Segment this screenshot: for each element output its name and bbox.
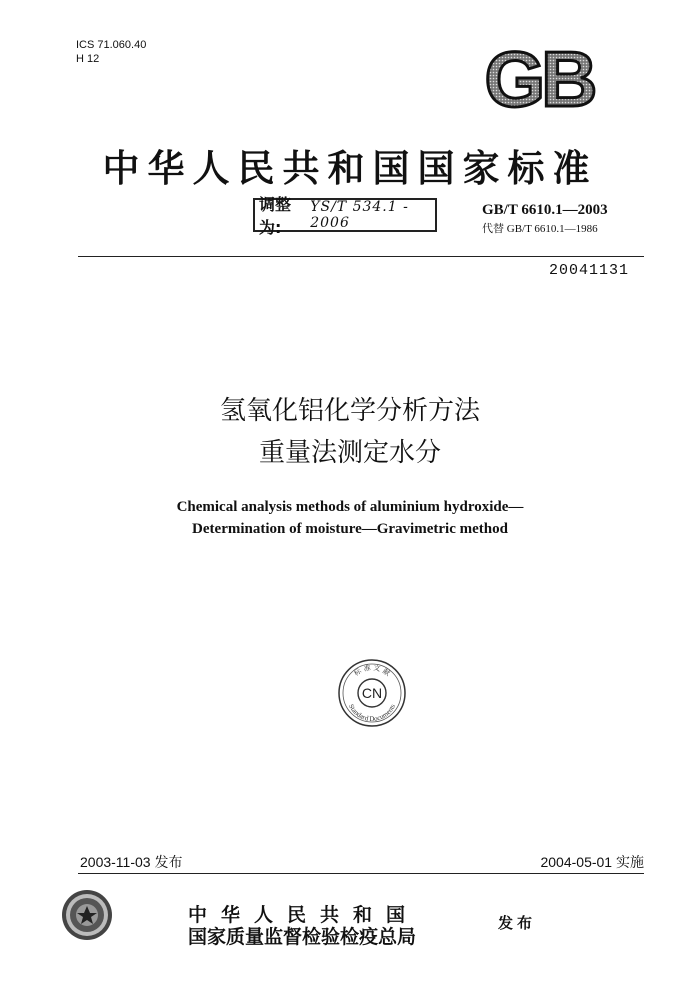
implementation-date: 2004-05-01 实施 xyxy=(540,854,644,870)
issue-date: 2003-11-03 发布 xyxy=(80,854,183,870)
replaces-standard: 代替 GB/T 6610.1—1986 xyxy=(482,223,598,235)
gb-logo xyxy=(468,44,610,114)
adjustment-label: 调整为: xyxy=(259,195,292,237)
issuer-seal-icon xyxy=(60,888,114,942)
standard-documents-stamp xyxy=(337,658,407,728)
cn-title-line1: 氢氧化铝化学分析方法 xyxy=(219,396,480,426)
issuer-line1: 中华人民共和国 xyxy=(188,904,420,926)
publish-label: 发布 xyxy=(498,914,537,932)
national-standard-title: 中华人民共和国国家标准 xyxy=(102,146,598,190)
stamp-center-text: CN xyxy=(361,685,383,701)
class-code: H 12 xyxy=(76,53,100,65)
gb-logo-text: GB xyxy=(484,44,594,114)
bottom-divider xyxy=(78,873,644,874)
serial-number: 20041131 xyxy=(549,262,630,279)
adjustment-value: YS/T 534.1 - 2006 xyxy=(310,199,409,231)
en-title-line1: Chemical analysis methods of aluminium hydroxide— xyxy=(176,499,524,515)
stamp-top-text: 标 准 文 献 xyxy=(352,663,392,678)
ics-block xyxy=(76,38,146,66)
adjustment-box xyxy=(253,195,437,237)
standard-number: GB/T 6610.1—2003 xyxy=(482,202,608,218)
cn-title-line2: 重量法测定水分 xyxy=(258,438,441,468)
top-divider xyxy=(78,256,644,257)
en-title-line2: Determination of moisture—Gravimetric method xyxy=(192,521,508,537)
issuer-line2: 国家质量监督检验检疫总局 xyxy=(188,926,417,948)
ics-code: ICS 71.060.40 xyxy=(76,39,147,51)
stamp-bottom-text: Standard Documents xyxy=(347,702,397,724)
